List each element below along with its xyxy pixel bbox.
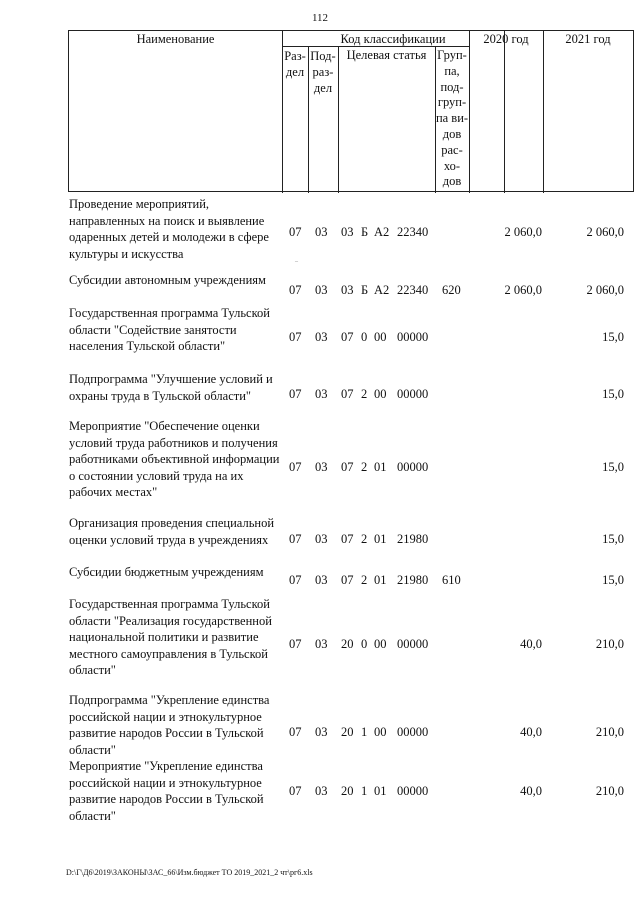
header-target: Целевая статья [346,48,427,62]
cell-main: 01 [374,573,387,587]
cell-2020: 40,0 [520,784,542,798]
cell-main: А2 [374,225,390,239]
page-number: 112 [311,12,329,24]
header-podrazdel: Под- раз- дел [310,49,336,95]
cell-direction: 22340 [397,283,429,297]
cell-subprogram: 0 [361,637,368,651]
cell-program: 07 [341,532,354,546]
cell-program: 20 [341,784,354,798]
scan-mark: – [295,259,298,265]
cell-2021: 15,0 [602,532,624,546]
cell-podrazdel: 03 [315,330,328,344]
cell-subprogram: 2 [361,460,368,474]
cell-razdel: 07 [289,460,302,474]
cell-main: А2 [374,283,390,297]
cell-podrazdel: 03 [315,387,328,401]
cell-main: 01 [374,784,387,798]
cell-direction: 00000 [397,387,429,401]
row-name: Субсидии бюджетным учреждениям [69,565,264,579]
cell-razdel: 07 [289,532,302,546]
cell-razdel: 07 [289,225,302,239]
cell-2021: 15,0 [602,387,624,401]
cell-program: 20 [341,637,354,651]
cell-group: 620 [442,283,461,297]
header-razdel: Раз- дел [284,49,306,79]
cell-2021: 15,0 [602,460,624,474]
cell-razdel: 07 [289,637,302,651]
cell-podrazdel: 03 [315,784,328,798]
cell-direction: 00000 [397,784,429,798]
cell-podrazdel: 03 [315,532,328,546]
cell-podrazdel: 03 [315,283,328,297]
cell-direction: 00000 [397,460,429,474]
cell-subprogram: 2 [361,387,368,401]
header-code: Код классификации [340,32,446,46]
cell-program: 07 [341,330,354,344]
cell-direction: 21980 [397,573,429,587]
cell-razdel: 07 [289,573,302,587]
cell-2021: 2 060,0 [586,225,624,239]
cell-2020: 40,0 [520,725,542,739]
cell-program: 03 [341,283,354,297]
cell-podrazdel: 03 [315,460,328,474]
row-name: Мероприятие "Укрепление единства российской нации и этнокультурное развитие народов России в Тульской области" [69,759,264,823]
cell-subprogram: 0 [361,330,368,344]
cell-razdel: 07 [289,784,302,798]
cell-direction: 00000 [397,725,429,739]
cell-program: 03 [341,225,354,239]
cell-main: 01 [374,460,387,474]
cell-program: 07 [341,460,354,474]
row-name: Проведение мероприятий, направленных на поиск и выявление одаренных детей и молодежи в сфере культуры и искусства [69,197,269,261]
cell-2020: 40,0 [520,637,542,651]
row-name: Государственная программа Тульской области "Реализация государственной национальной политики и развитие местного самоуправления в Тульской области" [69,597,272,677]
cell-subprogram: 2 [361,573,368,587]
header-group: Груп- па, под- груп- па ви- дов рас- хо- дов [435,48,469,189]
cell-main: 00 [374,725,387,739]
cell-2021: 210,0 [595,725,624,739]
cell-2021: 210,0 [595,637,624,651]
header-name: Наименование [136,32,215,46]
row-name: Подпрограмма "Улучшение условий и охраны труда в Тульской области" [69,372,273,403]
header-2021: 2021 год [565,32,611,46]
cell-2020: 2 060,0 [504,225,542,239]
cell-razdel: 07 [289,725,302,739]
cell-2020: 2 060,0 [504,283,542,297]
cell-main: 00 [374,387,387,401]
cell-direction: 22340 [397,225,429,239]
row-name: Субсидии автономным учреждениям [69,273,266,287]
cell-2021: 2 060,0 [586,283,624,297]
cell-2021: 210,0 [595,784,624,798]
table-header [68,30,634,192]
cell-direction: 21980 [397,532,429,546]
header-2020: 2020 год [483,32,529,46]
cell-subprogram: 1 [361,725,368,739]
cell-razdel: 07 [289,283,302,297]
cell-program: 07 [341,387,354,401]
cell-subprogram: 1 [361,784,368,798]
cell-podrazdel: 03 [315,637,328,651]
row-name: Мероприятие "Обеспечение оценки условий труда работников и получения работниками объективной информации о состоянии условий труда на их рабочих местах" [69,419,280,499]
cell-subprogram: 2 [361,532,368,546]
cell-main: 01 [374,532,387,546]
cell-direction: 00000 [397,330,429,344]
cell-2021: 15,0 [602,330,624,344]
cell-subprogram: Б [361,225,369,239]
cell-program: 20 [341,725,354,739]
file-path-footer: D:\Г\Д6\2019\ЗАКОНЫ\ЗАС_66\Изм.бюджет ТО 2019_2021_2 чт\рг6.xls [66,868,313,877]
cell-podrazdel: 03 [315,225,328,239]
cell-2021: 15,0 [602,573,624,587]
cell-podrazdel: 03 [315,573,328,587]
row-name: Государственная программа Тульской области "Содействие занятости населения Тульской области" [69,306,270,353]
cell-direction: 00000 [397,637,429,651]
cell-main: 00 [374,330,387,344]
cell-group: 610 [442,573,461,587]
cell-main: 00 [374,637,387,651]
cell-subprogram: Б [361,283,369,297]
cell-podrazdel: 03 [315,725,328,739]
row-name: Организация проведения специальной оценки условий труда в учреждениях [69,516,275,547]
row-name: Подпрограмма "Укрепление единства российской нации и этнокультурное развитие народов России в Тульской области" [69,693,270,757]
cell-razdel: 07 [289,330,302,344]
cell-razdel: 07 [289,387,302,401]
cell-program: 07 [341,573,354,587]
